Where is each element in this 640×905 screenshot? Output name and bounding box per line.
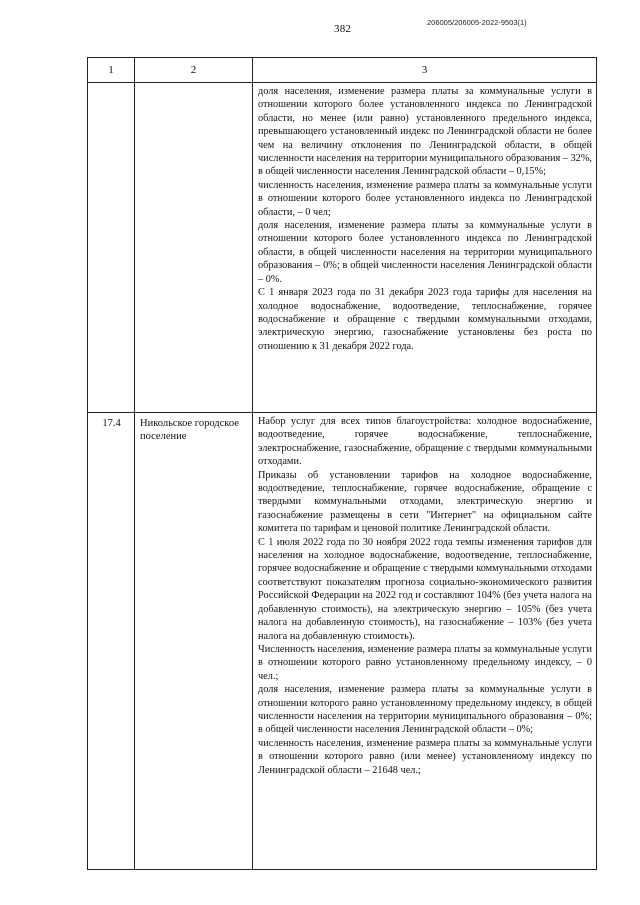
column-header-2: 2 xyxy=(135,58,253,83)
row-name-cell xyxy=(135,83,253,413)
paragraph: Численность населения, изменение размера платы за коммунальные услуги в отношении которого равно установленному предельному индексу, – 0 чел.; xyxy=(258,643,592,682)
paragraph: доля населения, изменение размера платы за коммунальные услуги в отношении которого более установленного индекса по Ленинградской области, но менее (или равно) установленного предельного индекса, превышающего установленный индекс по Ленинградской области не более чем на величину отклонения по Ленинградской области, в общей численности населения на территории муниципального образования – 32%, в общей численности населения Ленинградской области – 0,15%; xyxy=(258,86,592,178)
column-header-3: 3 xyxy=(253,58,597,83)
table-row-17-4 xyxy=(88,413,597,870)
document-id: 206005/206005-2022-9503(1) xyxy=(427,18,527,27)
paragraph: доля населения, изменение размера платы за коммунальные услуги в отношении которого равно установленному предельному индексу, в общей численности населения на территории муниципального образования – 0%; в общей численности населения Ленинградской области – 0%; xyxy=(258,684,592,736)
paragraph: Приказы об установлении тарифов на холодное водоснабжение, водоотведение, теплоснабжение, горячее водоснабжение, обращение с твердыми коммунальными отходами, электрическую энергию и газоснабжение размещены в сети "Интернет" на официальном сайте комитета по тарифам и ценовой политике Ленинградской области. xyxy=(258,469,592,535)
paragraph: Набор услуг для всех типов благоустройства: холодное водоснабжение, водоотведение, горячее водоснабжение, теплоснабжение, электроснабжение, газоснабжение, обращение с твердыми коммунальными отходами. xyxy=(258,416,592,468)
page-number: 382 xyxy=(334,23,352,35)
tariff-table xyxy=(87,57,597,870)
row-name-cell: Никольское городское поселение xyxy=(135,413,253,870)
row-number-cell xyxy=(88,83,135,413)
column-header-1: 1 xyxy=(88,58,135,83)
paragraph: доля населения, изменение размера платы за коммунальные услуги в отношении которого более установленного индекса по Ленинградской области, в общей численности населения на территории муниципального образования – 0%; в общей численности населения Ленинградской области – 0%. xyxy=(258,220,592,285)
paragraph: С 1 января 2023 года по 31 декабря 2023 года тарифы для населения на холодное водоснабжение, водоотведение, теплоснабжение, горячее водоснабжение и обращение с твердыми коммунальными отходами, электрическую энергию, газоснабжение установлены без роста по отношению к 31 декабря 2022 года. xyxy=(258,287,592,352)
table-row-continuation xyxy=(88,83,597,413)
table-header-row xyxy=(88,58,597,83)
row-description-cell xyxy=(253,413,597,870)
paragraph: С 1 июля 2022 года по 30 ноября 2022 года темпы изменения тарифов для населения на холодное водоснабжение, водоотведение, теплоснабжение, горячее водоснабжение и обращение с твердыми коммунальными отходами соответствуют показателям прогноза социально-экономического развития Российской Федерации на 2022 год и составляют 104% (без учета налога на добавленную стоимость), на электрическую энергию – 105% (без учета налога на добавленную стоимость), на газоснабжение – 103% (без учета налога на добавленную стоимость). xyxy=(258,536,592,642)
paragraph: численность населения, изменение размера платы за коммунальные услуги в отношении которого более установленного индекса по Ленинградской области, – 0 чел; xyxy=(258,179,592,218)
paragraph: численность населения, изменение размера платы за коммунальные услуги в отношении которого равно (или менее) установленному индексу по Ленинградской области – 21648 чел.; xyxy=(258,737,592,776)
row-description-cell xyxy=(253,83,597,413)
row-number-cell: 17.4 xyxy=(88,413,135,870)
